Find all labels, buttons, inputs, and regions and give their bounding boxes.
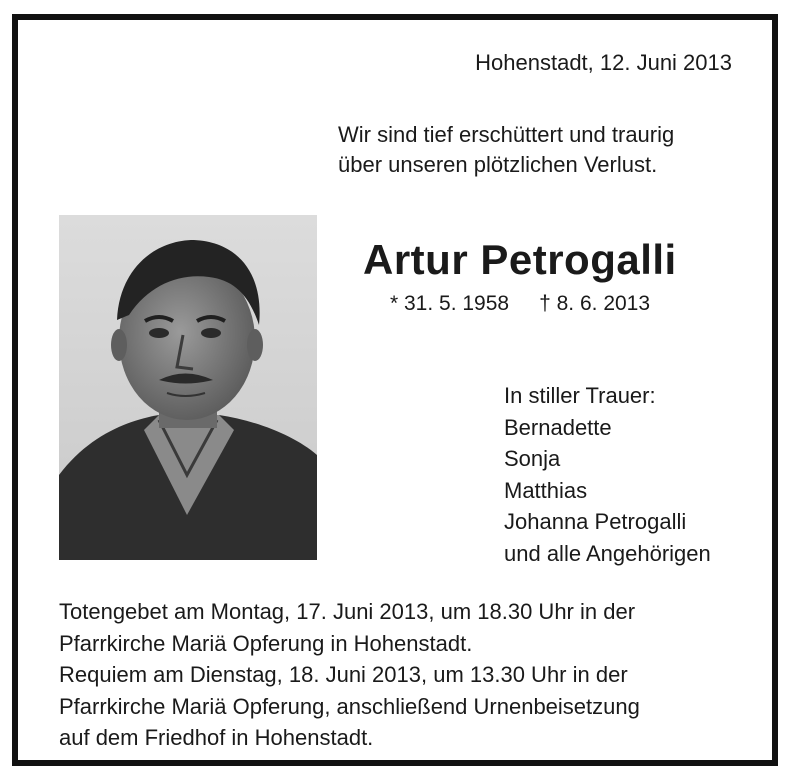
mourner-name: Johanna Petrogalli — [504, 509, 687, 534]
service-line: auf dem Friedhof in Hohenstadt. — [59, 725, 374, 750]
mourners-list — [504, 380, 711, 569]
mourner-name: Matthias — [504, 477, 588, 503]
service-line: Pfarrkirche Mariä Opferung, anschließend Urnenbeisetzung — [59, 693, 640, 719]
obituary-frame — [12, 14, 778, 766]
death-date: † 8. 6. 2013 — [539, 292, 651, 315]
service-line: Requiem am Dienstag, 18. Juni 2013, um 13.30 Uhr in der — [59, 662, 628, 687]
service-line: Pfarrkirche Mariä Opferung in Hohenstadt. — [59, 630, 473, 656]
deceased-name: Artur Petrogalli — [363, 236, 677, 283]
intro-text — [338, 120, 674, 180]
portrait-photo — [59, 215, 317, 560]
birth-date: * 31. 5. 1958 — [390, 292, 510, 315]
place-date: Hohenstadt, 12. Juni 2013 — [475, 50, 732, 75]
mourner-name: und alle Angehörigen — [504, 540, 711, 566]
service-details — [59, 596, 640, 754]
mourner-name: Sonja — [504, 446, 561, 471]
intro-line: Wir sind tief erschüttert und traurig — [338, 122, 675, 147]
intro-line: über unseren plötzlichen Verlust. — [338, 152, 658, 177]
mourners-heading: In stiller Trauer: — [504, 383, 656, 408]
life-dates — [390, 292, 650, 316]
mourner-name: Bernadette — [504, 414, 612, 440]
service-line: Totengebet am Montag, 17. Juni 2013, um 18.30 Uhr in der — [59, 599, 636, 624]
